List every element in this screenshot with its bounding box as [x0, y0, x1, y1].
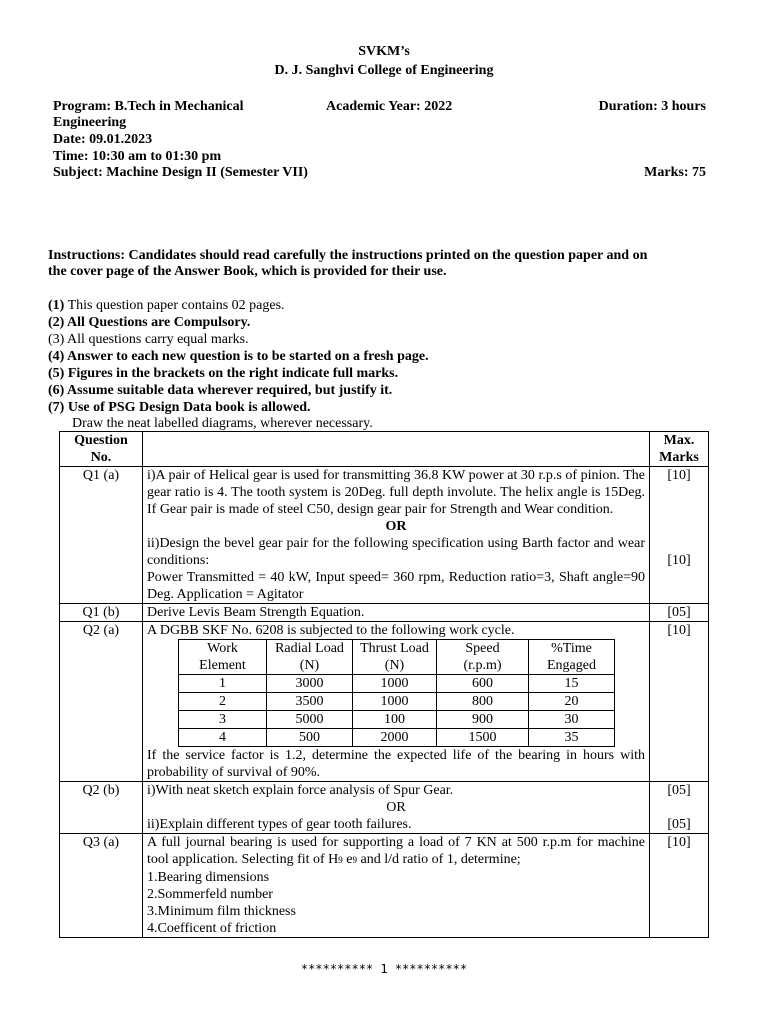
cell: 3	[179, 711, 267, 729]
header-line: Thrust Load	[360, 641, 429, 656]
academic-year: Academic Year: 2022	[326, 99, 453, 114]
page-footer: ********** 1 **********	[300, 962, 468, 976]
question-text: Power Transmitted = 40 kW, Input speed= 360 rpm, Reduction ratio=3, Shaft angle=90 Deg. Application = Agitator	[147, 570, 645, 602]
column-header	[353, 640, 437, 675]
text-part: and l/d ratio of 1, determine;	[357, 852, 521, 867]
question-no-header	[60, 432, 143, 467]
question-label: Q1 (b)	[60, 604, 143, 622]
diagram-note: Draw the neat labelled diagrams, wherever necessary.	[72, 416, 373, 431]
column-header	[179, 640, 267, 675]
item-text: Assume suitable data wherever required, but justify it.	[64, 383, 393, 398]
question-body	[143, 834, 650, 938]
question-text: i)With neat sketch explain force analysis of Spur Gear.	[147, 783, 454, 798]
column-header	[267, 640, 353, 675]
question-text: ii)Design the bevel gear pair for the following specification using Barth factor and wear conditions:	[147, 536, 645, 568]
table-row	[60, 622, 709, 782]
cell: 3500	[267, 693, 353, 711]
item-text: Use of PSG Design Data book is allowed.	[64, 400, 311, 415]
header-text: No.	[90, 450, 112, 465]
cell: 2000	[353, 729, 437, 747]
header-line: Element	[199, 658, 246, 673]
marks-value: [10]	[650, 834, 709, 938]
marks-value: [10]	[650, 622, 709, 782]
cell: 1500	[437, 729, 529, 747]
work-cycle-header	[179, 640, 615, 675]
cell: 30	[529, 711, 615, 729]
marks-header	[650, 432, 709, 467]
instruction-item	[48, 349, 429, 365]
instruction-item	[48, 366, 398, 382]
marks-value: [05]	[667, 783, 691, 798]
list-item: 3.Minimum film thickness	[147, 904, 296, 919]
marks-value: [10]	[667, 553, 691, 568]
question-text: Derive Levis Beam Strength Equation.	[143, 604, 650, 622]
cell: 900	[437, 711, 529, 729]
or-separator: OR	[386, 800, 406, 815]
cell: 4	[179, 729, 267, 747]
marks-cell	[650, 467, 709, 604]
header-text: Question	[74, 433, 128, 448]
cell: 5000	[267, 711, 353, 729]
cell: 800	[437, 693, 529, 711]
item-number: (5)	[48, 366, 65, 381]
item-number: (4)	[48, 349, 65, 364]
table-row	[60, 467, 709, 604]
total-marks: Marks: 75	[644, 165, 706, 180]
question-label: Q2 (b)	[60, 782, 143, 834]
question-body	[143, 782, 650, 834]
item-text: All questions carry equal marks.	[64, 332, 249, 347]
header-line: Speed	[465, 641, 500, 656]
instruction-item	[48, 332, 249, 348]
header-line: %Time	[551, 641, 592, 656]
header-text: Marks	[659, 450, 699, 465]
instructions-line-2: the cover page of the Answer Book, which is provided for their use.	[48, 264, 447, 279]
cell: 35	[529, 729, 615, 747]
instruction-item	[48, 315, 250, 331]
exam-time: Time: 10:30 am to 01:30 pm	[53, 149, 222, 164]
or-separator: OR	[385, 519, 407, 534]
work-cycle-table	[178, 639, 615, 747]
question-text: If the service factor is 1.2, determine the expected life of the bearing in hours with probability of survival of 90%.	[147, 748, 645, 780]
cell: 100	[353, 711, 437, 729]
work-cycle-row	[179, 711, 615, 729]
question-text: i)A pair of Helical gear is used for transmitting 36.8 KW power at 30 r.p.s of pinion. The gear ratio is 4. The tooth system is 20Deg. full depth involute. The helix angle is 15Deg. If Gear pair is made of steel C50, design gear pair for Strength and Wear condition.	[147, 468, 645, 517]
cell: 1	[179, 675, 267, 693]
instruction-item	[48, 383, 392, 399]
column-header	[437, 640, 529, 675]
marks-value: [05]	[650, 604, 709, 622]
item-text: Figures in the brackets on the right indicate full marks.	[64, 366, 399, 381]
duration: Duration: 3 hours	[598, 99, 706, 114]
marks-value: [10]	[667, 468, 691, 483]
cell: 1000	[353, 693, 437, 711]
exam-date: Date: 09.01.2023	[53, 132, 153, 147]
cell: 2	[179, 693, 267, 711]
college-name: D. J. Sanghvi College of Engineering	[274, 63, 494, 78]
subject: Subject: Machine Design II (Semester VII)	[53, 165, 308, 180]
table-header-row	[60, 432, 709, 467]
list-item: 2.Sommerfeld number	[147, 887, 273, 902]
column-header	[529, 640, 615, 675]
question-table	[59, 431, 709, 938]
cell: 1000	[353, 675, 437, 693]
header-line: (N)	[384, 658, 405, 673]
item-number: (1)	[48, 298, 65, 313]
table-row	[60, 604, 709, 622]
header-line: Engaged	[547, 658, 596, 673]
program-line: Program: B.Tech in Mechanical	[53, 99, 244, 114]
question-body	[143, 622, 650, 782]
question-body	[143, 467, 650, 604]
subscript: 9	[338, 855, 343, 865]
text-part: e	[342, 852, 353, 867]
item-number: (6)	[48, 383, 65, 398]
header-line: (N)	[299, 658, 320, 673]
list-item: 4.Coefficent of friction	[147, 921, 277, 936]
cell: 3000	[267, 675, 353, 693]
question-text	[147, 834, 645, 869]
item-number: (3)	[48, 332, 65, 347]
program-line-2: Engineering	[53, 115, 127, 130]
cell: 500	[267, 729, 353, 747]
item-text: This question paper contains 02 pages.	[64, 298, 285, 313]
instruction-item	[48, 298, 285, 314]
marks-value: [05]	[667, 817, 691, 832]
question-label: Q2 (a)	[60, 622, 143, 782]
question-text: A DGBB SKF No. 6208 is subjected to the following work cycle.	[147, 623, 515, 638]
subscript: 9	[352, 855, 358, 865]
question-label: Q3 (a)	[60, 834, 143, 938]
table-row	[60, 782, 709, 834]
instructions-line-1: Instructions: Candidates should read carefully the instructions printed on the question paper and on	[48, 248, 648, 263]
header-line: (r.p.m)	[463, 658, 502, 673]
institute-name: SVKM’s	[358, 44, 410, 59]
instruction-item	[48, 400, 311, 416]
list-item: 1.Bearing dimensions	[147, 870, 270, 885]
work-cycle-row	[179, 675, 615, 693]
cell: 15	[529, 675, 615, 693]
question-label: Q1 (a)	[60, 467, 143, 604]
item-text: All Questions are Compulsory.	[64, 315, 251, 330]
cell: 20	[529, 693, 615, 711]
table-row	[60, 834, 709, 938]
work-cycle-row	[179, 729, 615, 747]
item-text: Answer to each new question is to be started on a fresh page.	[64, 349, 429, 364]
item-number: (7)	[48, 400, 65, 415]
marks-cell	[650, 782, 709, 834]
header-line: Radial Load	[275, 641, 344, 656]
text-part: A full journal bearing is used for supporting a load of 7 KN at 500 r.p.m for machine tool application. Selecting fit of H	[147, 835, 645, 867]
item-number: (2)	[48, 315, 65, 330]
question-text: ii)Explain different types of gear tooth failures.	[147, 817, 412, 832]
work-cycle-row	[179, 693, 615, 711]
header-text: Max.	[663, 433, 695, 448]
header-line: Work	[207, 641, 238, 656]
question-header-blank	[143, 432, 650, 467]
cell: 600	[437, 675, 529, 693]
